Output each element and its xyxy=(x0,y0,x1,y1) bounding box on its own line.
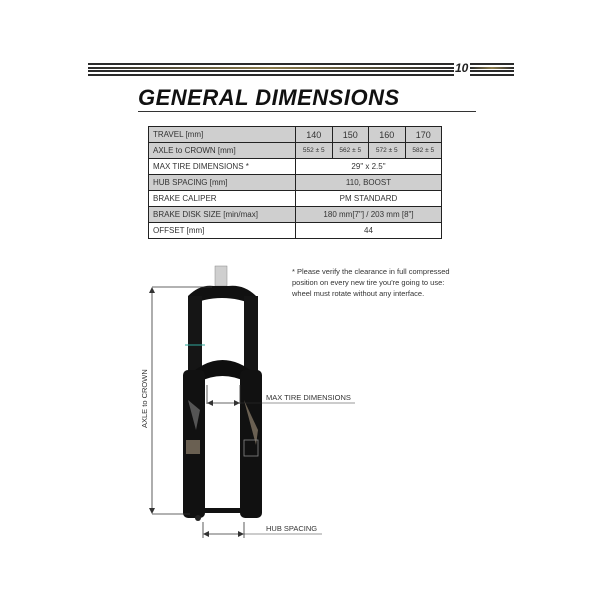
table-row xyxy=(149,223,442,239)
title-underline xyxy=(138,111,476,112)
page-title: GENERAL DIMENSIONS xyxy=(138,85,400,110)
row-label: HUB SPACING [mm] xyxy=(149,175,296,191)
row-label: MAX TIRE DIMENSIONS * xyxy=(149,159,296,175)
cell: 29" x 2.5" xyxy=(296,159,442,175)
cell: 180 mm[7"] / 203 mm [8"] xyxy=(296,207,442,223)
cell: 44 xyxy=(296,223,442,239)
cell: 552 ± 5 xyxy=(296,143,333,159)
cell: 562 ± 5 xyxy=(332,143,369,159)
header-stripes-right xyxy=(470,63,514,76)
fork-diagram xyxy=(140,262,380,542)
row-label: BRAKE DISK SIZE [min/max] xyxy=(149,207,296,223)
row-label: BRAKE CALIPER xyxy=(149,191,296,207)
table-row xyxy=(149,143,442,159)
cell: 140 xyxy=(296,127,333,143)
max-tire-dimensions-label: MAX TIRE DIMENSIONS xyxy=(266,393,351,402)
cell: 582 ± 5 xyxy=(405,143,442,159)
table-row xyxy=(149,207,442,223)
cell: 160 xyxy=(369,127,406,143)
axle-to-crown-label: AXLE to CROWN xyxy=(140,369,149,428)
table-row xyxy=(149,127,442,143)
dimensions-table xyxy=(148,126,442,239)
table-row xyxy=(149,159,442,175)
header-stripes-left xyxy=(88,63,454,76)
cell: PM STANDARD xyxy=(296,191,442,207)
row-label: TRAVEL [mm] xyxy=(149,127,296,143)
table-row xyxy=(149,175,442,191)
cell: 170 xyxy=(405,127,442,143)
hub-spacing-label: HUB SPACING xyxy=(266,524,318,533)
page-number: 10 xyxy=(455,61,469,75)
clearance-note: * Please verify the clearance in full compressed position on every new tire you're going to use: wheel must rotate without any interface. xyxy=(292,267,450,298)
table-row xyxy=(149,191,442,207)
cell: 110, BOOST xyxy=(296,175,442,191)
row-label: OFFSET [mm] xyxy=(149,223,296,239)
cell: 150 xyxy=(332,127,369,143)
row-label: AXLE to CROWN [mm] xyxy=(149,143,296,159)
cell: 572 ± 5 xyxy=(369,143,406,159)
